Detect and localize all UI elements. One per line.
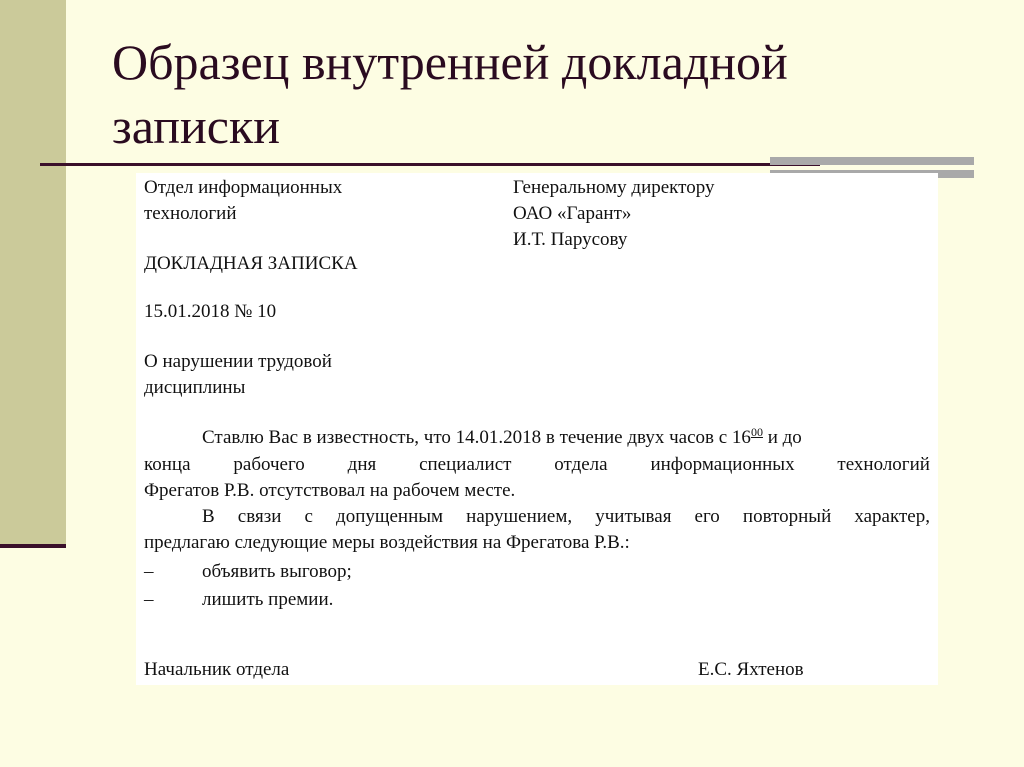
paragraph-1-line-2 [144, 452, 930, 478]
word: характер, [854, 506, 930, 527]
recipient-line-1: Генеральному директору [513, 177, 715, 198]
word: рабочего [233, 454, 305, 475]
paragraph-2-line-2: предлагаю следующие меры воздействия на Фрегатова Р.В.: [144, 532, 630, 553]
paragraph-1-line-1-text: Ставлю Вас в известность, что 14.01.2018 в течение двух часов с 16 [202, 427, 751, 448]
word: связи [237, 506, 282, 527]
document-type: ДОКЛАДНАЯ ЗАПИСКА [144, 253, 358, 274]
title-line-1: Образец внутренней докладной [112, 34, 788, 90]
date-number: 15.01.2018 № 10 [144, 301, 277, 322]
word: отдела [554, 454, 608, 475]
time-superscript: 00 [750, 425, 763, 439]
word: повторный [742, 506, 832, 527]
signature-name: Е.С. Яхтенов [698, 659, 804, 680]
sender-line-1: Отдел информационных [144, 177, 343, 198]
signature-position: Начальник отдела [144, 659, 290, 680]
recipient-line-2: ОАО «Гарант» [513, 203, 632, 224]
word: нарушением, [466, 506, 573, 527]
list-item-1: объявить выговор; [202, 561, 352, 582]
slide-title [112, 30, 992, 158]
word: учитывая [595, 506, 672, 527]
document-image [136, 173, 938, 685]
paragraph-1-line-1-end: и до [762, 427, 802, 448]
title-divider-accent-top [770, 157, 974, 165]
paragraph-2-line-1 [202, 504, 930, 530]
side-decor-line [0, 544, 66, 548]
word: информационных [650, 454, 795, 475]
word: технологий [837, 454, 930, 475]
word: конца [144, 454, 191, 475]
subject-line-1: О нарушении трудовой [144, 351, 332, 372]
sender-line-2: технологий [144, 203, 237, 224]
subject-line-2: дисциплины [144, 377, 246, 398]
paragraph-1-line-3: Фрегатов Р.В. отсутствовал на рабочем месте. [144, 480, 516, 501]
word: с [304, 506, 313, 527]
word: дня [347, 454, 377, 475]
recipient-line-3: И.Т. Парусову [513, 229, 628, 250]
title-divider [40, 163, 820, 166]
title-line-2: записки [112, 98, 281, 154]
word: допущенным [336, 506, 444, 527]
list-dash-2: – [144, 589, 154, 610]
side-decor-strip [0, 0, 66, 548]
word: В [202, 506, 215, 527]
word: его [694, 506, 720, 527]
paragraph-1-line-1 [202, 425, 802, 451]
word: специалист [419, 454, 512, 475]
list-item-2: лишить премии. [202, 589, 334, 610]
list-dash-1: – [144, 561, 154, 582]
